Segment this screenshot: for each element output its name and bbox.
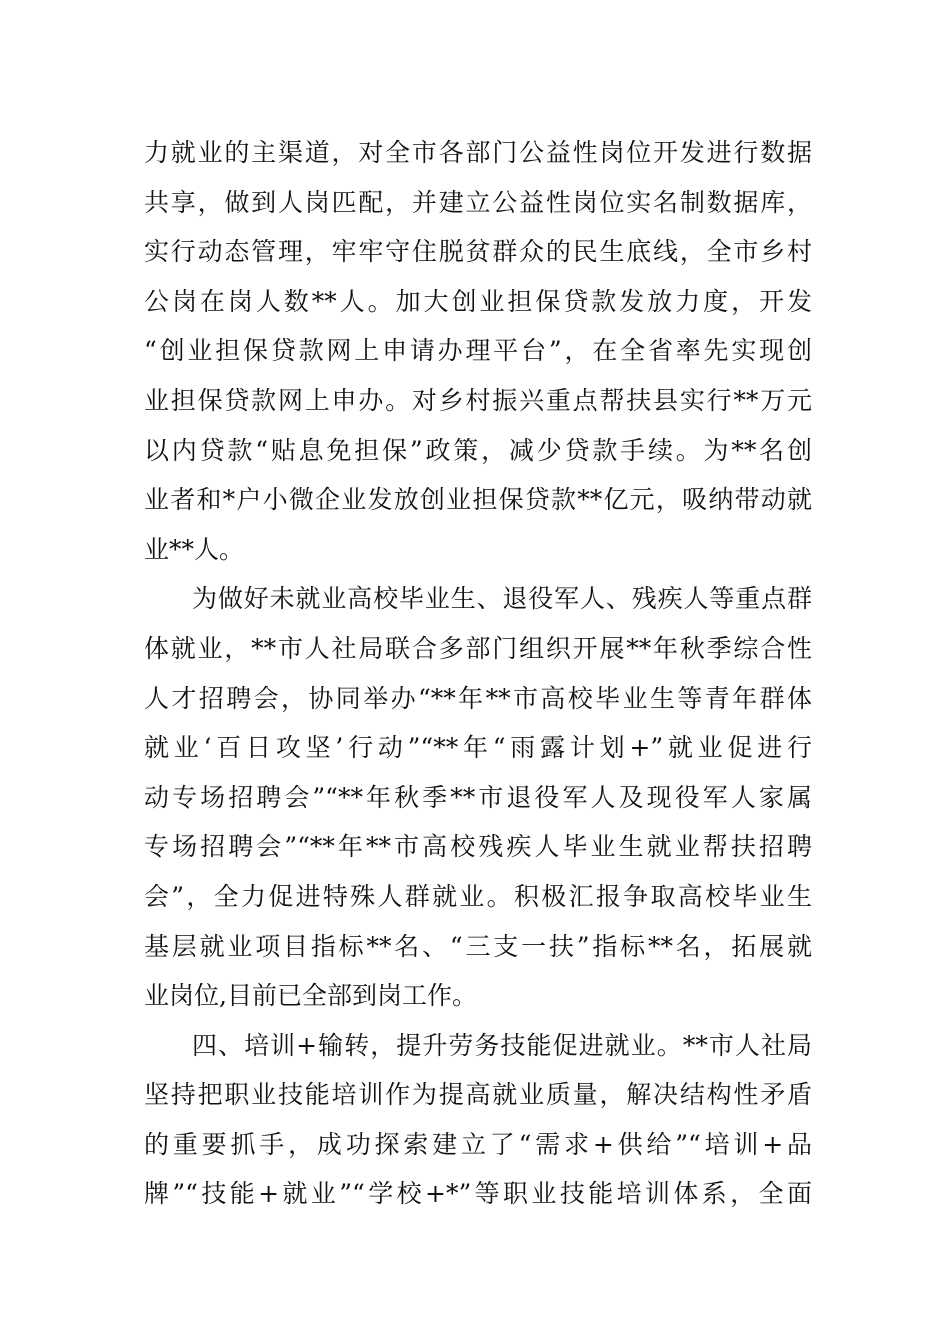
text-line: 坚持把职业技能培训作为提高就业质量，解决结构性矛盾 [144, 1080, 812, 1110]
text-line: 业担保贷款网上申办。对乡村振兴重点帮扶县实行**万元 [144, 385, 812, 415]
text-line: 实行动态管理，牢牢守住脱贫群众的民生底线，全市乡村 [144, 237, 812, 267]
text-line: 会”，全力促进特殊人群就业。积极汇报争取高校毕业生 [144, 881, 812, 911]
body-text [144, 128, 812, 1219]
text-line: 牌”“技能+就业”“学校+*”等职业技能培训体系，全面 [144, 1179, 812, 1209]
text-line: 动专场招聘会”“**年秋季**市退役军人及现役军人家属 [144, 782, 812, 812]
text-line: 为做好未就业高校毕业生、退役军人、残疾人等重点群 [192, 584, 812, 614]
text-line: 的重要抓手，成功探索建立了“需求+供给”“培训+品 [144, 1129, 812, 1159]
text-line: 共享，做到人岗匹配，并建立公益性岗位实名制数据库， [144, 187, 812, 217]
text-line: 体就业，**市人社局联合多部门组织开展**年秋季综合性 [144, 633, 812, 663]
text-line: 专场招聘会”“**年**市高校残疾人毕业生就业帮扶招聘 [144, 832, 812, 862]
text-line: 业者和*户小微企业发放创业担保贷款**亿元，吸纳带动就 [144, 485, 812, 515]
text-line: 力就业的主渠道，对全市各部门公益性岗位开发进行数据 [144, 138, 812, 167]
text-line: 业岗位,目前已全部到岗工作。 [144, 981, 477, 1011]
text-line: 人才招聘会，协同举办“**年**市高校毕业生等青年群体 [144, 683, 812, 713]
paragraph-3 [144, 1021, 812, 1219]
text-line: 四、培训+输转，提升劳务技能促进就业。**市人社局 [192, 1030, 812, 1060]
paragraph-1 [144, 128, 812, 574]
text-line: 公岗在岗人数**人。加大创业担保贷款发放力度，开发 [144, 286, 812, 316]
text-line: 基层就业项目指标**名、“三支一扶”指标**名，拓展就 [144, 931, 812, 961]
text-line: 业**人。 [144, 534, 245, 564]
paragraph-2 [144, 574, 812, 1020]
text-line: 就业‘百日攻坚’行动”“**年“雨露计划+”就业促进行 [144, 733, 812, 763]
text-line: 以内贷款“贴息免担保”政策，减少贷款手续。为**名创 [144, 435, 812, 465]
text-line: “创业担保贷款网上申请办理平台”，在全省率先实现创 [144, 336, 812, 366]
